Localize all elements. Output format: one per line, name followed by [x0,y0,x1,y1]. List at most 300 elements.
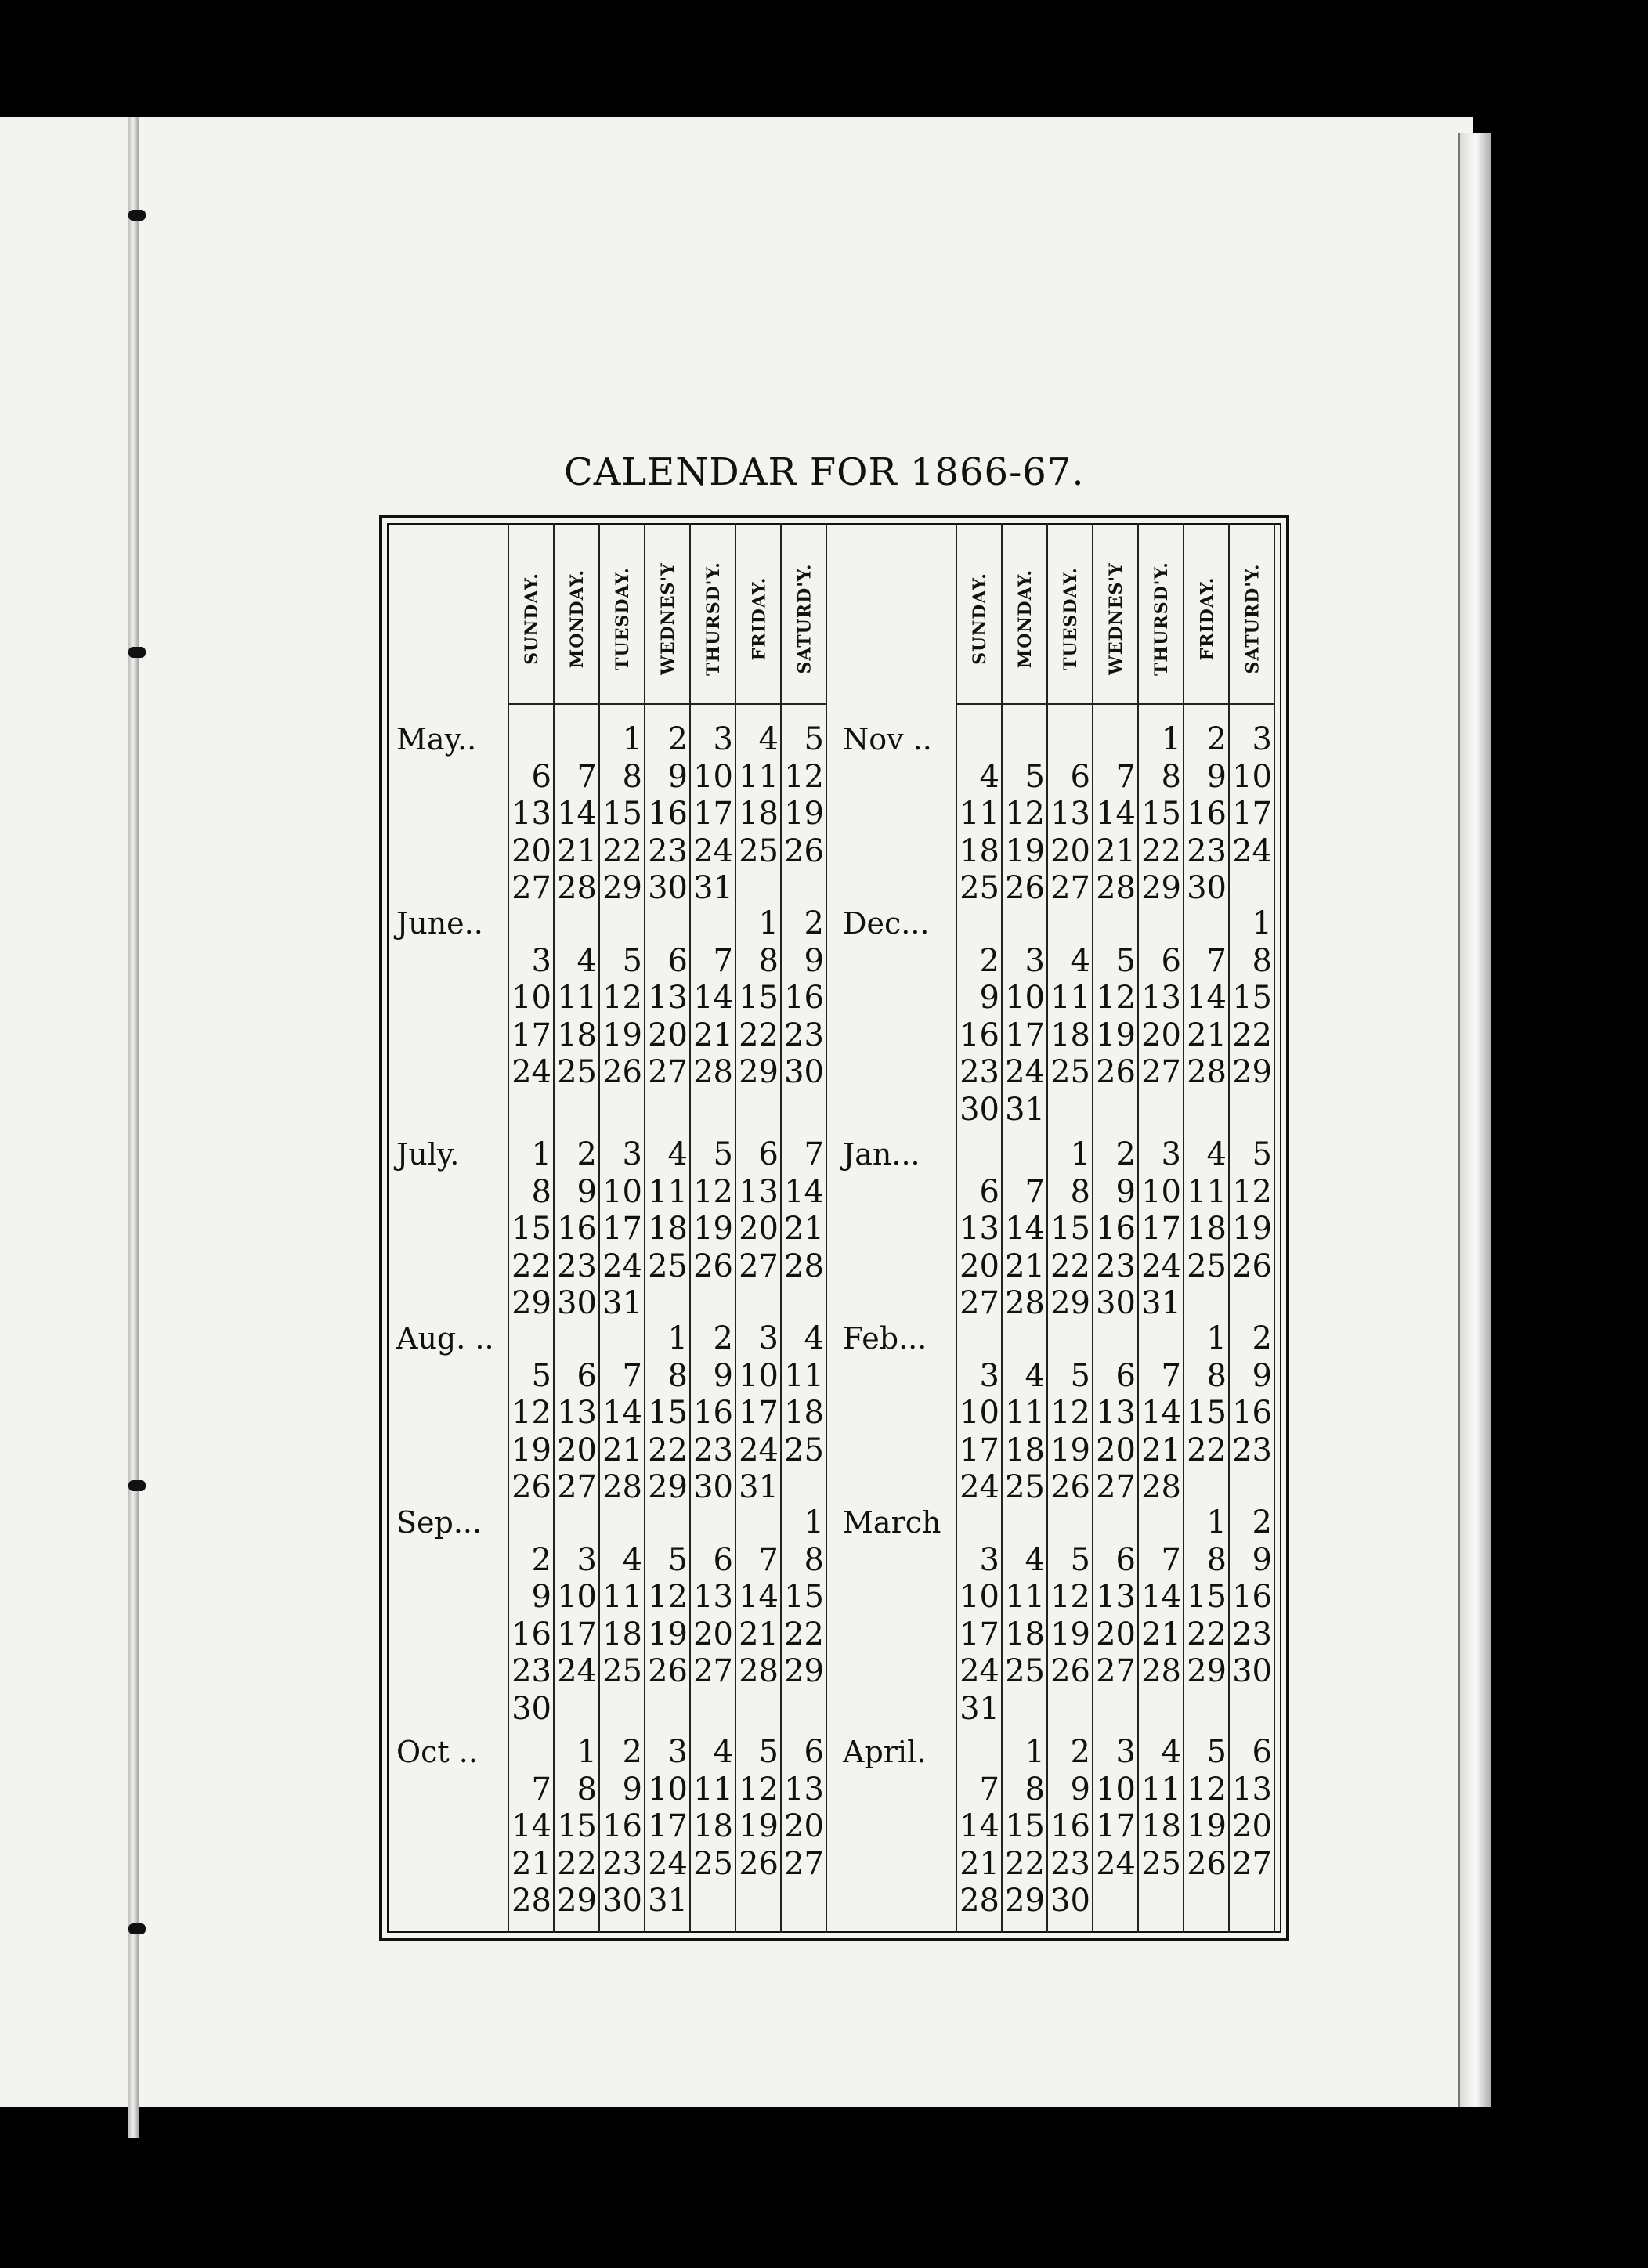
date-cell: 11 [1187,1173,1227,1210]
date-cell: 22 [602,832,642,869]
day-header: THURSD'Y. [1151,562,1173,676]
date-cell: 26 [784,832,824,869]
date-cell: 4 [758,721,779,757]
date-cell: 26 [1096,1054,1136,1090]
page-binding [128,117,139,2138]
date-cell: 16 [1232,1579,1272,1615]
date-cell: 5 [713,1136,733,1172]
date-cell: 28 [784,1248,824,1284]
date-cell: 6 [1252,1734,1272,1770]
date-cell: 15 [1141,796,1181,832]
date-cell: 26 [1050,1469,1090,1505]
date-cell: 22 [1187,1616,1227,1652]
date-cell: 12 [784,758,824,795]
date-cell: 1 [804,1504,824,1540]
date-cell: 19 [1096,1017,1136,1053]
date-cell: 7 [1206,942,1227,979]
date-cell: 23 [648,832,688,869]
date-cell: 25 [1141,1845,1181,1882]
date-cell: 27 [511,870,551,906]
date-cell: 30 [784,1054,824,1090]
date-cell: 2 [979,942,999,979]
date-cell: 29 [511,1285,551,1321]
date-cell: 18 [557,1017,597,1053]
date-cell: 21 [1141,1616,1181,1652]
date-cell: 7 [531,1771,551,1808]
date-cell: 2 [1206,721,1227,757]
date-cell: 25 [784,1432,824,1468]
date-cell: 29 [784,1653,824,1689]
date-cell: 6 [1115,1357,1136,1394]
date-cell: 28 [557,870,597,906]
date-cell: 19 [1232,1211,1272,1247]
date-cell: 18 [1005,1616,1045,1652]
date-cell: 29 [557,1883,597,1919]
month-label: March [843,1505,941,1540]
date-cell: 3 [1252,721,1272,757]
month-label: Jan... [843,1137,920,1172]
date-cell: 18 [1187,1211,1227,1247]
date-cell: 11 [960,796,999,832]
date-cell: 1 [667,1320,688,1356]
date-cell: 9 [1070,1771,1090,1808]
date-cell: 24 [602,1248,642,1284]
date-cell: 15 [784,1579,824,1615]
date-cell: 26 [511,1469,551,1505]
date-cell: 20 [1232,1808,1272,1844]
date-cell: 4 [1206,1136,1227,1172]
date-cell: 1 [1206,1320,1227,1356]
date-cell: 4 [622,1541,642,1578]
date-cell: 31 [739,1469,779,1505]
date-cell: 22 [511,1248,551,1284]
date-cell: 29 [1232,1054,1272,1090]
date-cell: 8 [1206,1357,1227,1394]
date-cell: 1 [1206,1504,1227,1540]
date-cell: 20 [511,832,551,869]
date-cell: 3 [979,1541,999,1578]
date-cell: 24 [960,1469,999,1505]
date-cell: 15 [1005,1808,1045,1844]
date-cell: 15 [1187,1579,1227,1615]
date-cell: 20 [1050,832,1090,869]
date-cell: 22 [784,1616,824,1652]
date-cell: 12 [693,1173,733,1210]
date-cell: 30 [511,1690,551,1727]
date-cell: 11 [557,980,597,1016]
date-cell: 26 [1050,1653,1090,1689]
date-cell: 24 [1005,1054,1045,1090]
date-cell: 13 [693,1579,733,1615]
date-cell: 26 [693,1248,733,1284]
date-cell: 15 [648,1395,688,1431]
date-cell: 13 [557,1395,597,1431]
date-cell: 3 [622,1136,642,1172]
date-cell: 6 [804,1734,824,1770]
date-cell: 22 [1187,1432,1227,1468]
date-cell: 22 [1141,832,1181,869]
date-cell: 19 [739,1808,779,1844]
date-cell: 20 [1096,1432,1136,1468]
date-cell: 25 [557,1054,597,1090]
date-cell: 4 [1025,1357,1045,1394]
date-cell: 10 [557,1579,597,1615]
date-cell: 13 [511,796,551,832]
date-cell: 24 [648,1845,688,1882]
date-cell: 7 [1025,1173,1045,1210]
date-cell: 25 [1005,1653,1045,1689]
date-cell: 12 [511,1395,551,1431]
date-cell: 16 [1050,1808,1090,1844]
day-header: SATURD'Y. [1242,563,1263,674]
date-cell: 21 [1005,1248,1045,1284]
date-cell: 18 [1050,1017,1090,1053]
date-cell: 14 [602,1395,642,1431]
date-cell: 31 [1141,1285,1181,1321]
date-cell: 6 [576,1357,597,1394]
date-cell: 6 [1070,758,1090,795]
date-cell: 26 [1187,1845,1227,1882]
date-cell: 19 [648,1616,688,1652]
date-cell: 18 [960,832,999,869]
date-cell: 14 [557,796,597,832]
date-cell: 3 [1161,1136,1181,1172]
date-cell: 30 [960,1091,999,1128]
month-label: May.. [396,722,477,757]
date-cell: 20 [960,1248,999,1284]
binding-stitch [128,1923,146,1934]
date-cell: 17 [739,1395,779,1431]
date-cell: 27 [960,1285,999,1321]
date-cell: 23 [960,1054,999,1090]
date-cell: 31 [602,1285,642,1321]
date-cell: 3 [667,1734,688,1770]
date-cell: 24 [511,1054,551,1090]
date-cell: 3 [713,721,733,757]
date-cell: 5 [1025,758,1045,795]
date-cell: 22 [739,1017,779,1053]
date-cell: 10 [511,980,551,1016]
date-cell: 27 [557,1469,597,1505]
date-cell: 13 [1096,1395,1136,1431]
date-cell: 5 [667,1541,688,1578]
date-cell: 16 [648,796,688,832]
date-cell: 15 [511,1211,551,1247]
date-cell: 6 [979,1173,999,1210]
date-cell: 23 [693,1432,733,1468]
date-cell: 12 [1050,1579,1090,1615]
date-cell: 1 [1025,1734,1045,1770]
date-cell: 15 [1050,1211,1090,1247]
date-cell: 17 [960,1616,999,1652]
date-cell: 13 [1050,796,1090,832]
date-cell: 9 [576,1173,597,1210]
date-cell: 25 [1187,1248,1227,1284]
date-cell: 27 [1141,1054,1181,1090]
date-cell: 14 [1141,1579,1181,1615]
date-cell: 21 [602,1432,642,1468]
date-cell: 28 [1141,1469,1181,1505]
page-edge [1458,133,1491,2107]
date-cell: 23 [557,1248,597,1284]
date-cell: 21 [557,832,597,869]
date-cell: 16 [1187,796,1227,832]
date-cell: 8 [576,1771,597,1808]
date-cell: 20 [1096,1616,1136,1652]
date-cell: 25 [602,1653,642,1689]
date-cell: 27 [739,1248,779,1284]
date-cell: 16 [602,1808,642,1844]
date-cell: 11 [784,1357,824,1394]
date-cell: 24 [1141,1248,1181,1284]
date-cell: 10 [1232,758,1272,795]
date-cell: 15 [1232,980,1272,1016]
date-cell: 28 [602,1469,642,1505]
date-cell: 10 [1096,1771,1136,1808]
date-cell: 7 [1161,1541,1181,1578]
date-cell: 18 [602,1616,642,1652]
date-cell: 8 [1070,1173,1090,1210]
date-cell: 9 [667,758,688,795]
date-cell: 12 [1187,1771,1227,1808]
day-header: SUNDAY. [970,572,991,665]
date-cell: 28 [1187,1054,1227,1090]
date-cell: 20 [557,1432,597,1468]
date-cell: 5 [1252,1136,1272,1172]
date-cell: 17 [1232,796,1272,832]
date-cell: 4 [1161,1734,1181,1770]
day-header: SATURD'Y. [794,563,815,674]
date-cell: 17 [960,1432,999,1468]
date-cell: 8 [622,758,642,795]
date-cell: 17 [511,1017,551,1053]
date-cell: 25 [1050,1054,1090,1090]
date-cell: 1 [758,905,779,941]
date-cell: 2 [667,721,688,757]
date-cell: 23 [1096,1248,1136,1284]
date-cell: 11 [693,1771,733,1808]
date-cell: 22 [648,1432,688,1468]
binding-stitch [128,210,146,221]
date-cell: 3 [758,1320,779,1356]
date-cell: 29 [602,870,642,906]
date-cell: 31 [960,1690,999,1727]
month-label: Sep... [396,1505,482,1540]
date-cell: 11 [1005,1579,1045,1615]
date-cell: 19 [1050,1432,1090,1468]
date-cell: 30 [1187,870,1227,906]
date-cell: 27 [1096,1653,1136,1689]
date-cell: 24 [960,1653,999,1689]
date-cell: 14 [511,1808,551,1844]
date-cell: 8 [531,1173,551,1210]
date-cell: 9 [713,1357,733,1394]
date-cell: 7 [758,1541,779,1578]
date-cell: 28 [960,1883,999,1919]
date-cell: 8 [804,1541,824,1578]
date-cell: 10 [602,1173,642,1210]
date-cell: 14 [739,1579,779,1615]
day-header: FRIDAY. [749,576,769,661]
date-cell: 8 [667,1357,688,1394]
date-cell: 28 [693,1054,733,1090]
date-cell: 17 [1096,1808,1136,1844]
date-cell: 26 [648,1653,688,1689]
date-cell: 2 [622,1734,642,1770]
date-cell: 11 [1005,1395,1045,1431]
date-cell: 30 [648,870,688,906]
date-cell: 9 [1252,1357,1272,1394]
date-cell: 16 [557,1211,597,1247]
date-cell: 23 [1050,1845,1090,1882]
page-title: CALENDAR FOR 1866-67. [564,450,1085,494]
date-cell: 30 [557,1285,597,1321]
date-cell: 11 [739,758,779,795]
date-cell: 20 [693,1616,733,1652]
column-rule [826,523,827,1933]
date-cell: 16 [693,1395,733,1431]
date-cell: 13 [648,980,688,1016]
date-cell: 25 [693,1845,733,1882]
date-cell: 12 [1096,980,1136,1016]
date-cell: 3 [531,942,551,979]
date-cell: 29 [1141,870,1181,906]
date-cell: 5 [1070,1541,1090,1578]
binding-stitch [128,647,146,658]
date-cell: 31 [693,870,733,906]
date-cell: 19 [1050,1616,1090,1652]
date-cell: 1 [1161,721,1181,757]
date-cell: 6 [1161,942,1181,979]
binding-stitch [128,1480,146,1491]
date-cell: 17 [602,1211,642,1247]
date-cell: 12 [1050,1395,1090,1431]
date-cell: 16 [1232,1395,1272,1431]
date-cell: 4 [1025,1541,1045,1578]
date-cell: 9 [1115,1173,1136,1210]
date-cell: 6 [531,758,551,795]
date-cell: 20 [784,1808,824,1844]
date-cell: 12 [602,980,642,1016]
date-cell: 4 [804,1320,824,1356]
date-cell: 19 [602,1017,642,1053]
date-cell: 3 [1025,942,1045,979]
date-cell: 28 [1005,1285,1045,1321]
date-cell: 27 [784,1845,824,1882]
date-cell: 23 [1187,832,1227,869]
date-cell: 19 [511,1432,551,1468]
date-cell: 6 [713,1541,733,1578]
date-cell: 5 [622,942,642,979]
date-cell: 16 [960,1017,999,1053]
day-header: THURSD'Y. [703,562,725,676]
date-cell: 3 [1115,1734,1136,1770]
date-cell: 2 [531,1541,551,1578]
date-cell: 3 [576,1541,597,1578]
date-cell: 10 [1005,980,1045,1016]
date-cell: 15 [557,1808,597,1844]
date-cell: 7 [713,942,733,979]
date-cell: 12 [739,1771,779,1808]
day-header: TUESDAY. [1061,567,1082,670]
date-cell: 29 [1187,1653,1227,1689]
date-cell: 10 [960,1579,999,1615]
date-cell: 14 [960,1808,999,1844]
day-header: MONDAY. [1015,569,1035,669]
date-cell: 9 [1206,758,1227,795]
date-cell: 8 [1025,1771,1045,1808]
date-cell: 5 [1070,1357,1090,1394]
date-cell: 21 [739,1616,779,1652]
date-cell: 3 [979,1357,999,1394]
date-cell: 5 [804,721,824,757]
month-label: June.. [396,906,483,941]
date-cell: 18 [784,1395,824,1431]
date-cell: 24 [739,1432,779,1468]
date-cell: 27 [1050,870,1090,906]
date-cell: 6 [1115,1541,1136,1578]
date-cell: 20 [739,1211,779,1247]
date-cell: 28 [1096,870,1136,906]
date-cell: 17 [557,1616,597,1652]
date-cell: 11 [648,1173,688,1210]
date-cell: 9 [804,942,824,979]
date-cell: 24 [1232,832,1272,869]
month-label: Aug. .. [396,1321,494,1356]
date-cell: 6 [758,1136,779,1172]
date-cell: 21 [1141,1432,1181,1468]
date-cell: 12 [1005,796,1045,832]
date-cell: 12 [648,1579,688,1615]
date-cell: 14 [784,1173,824,1210]
date-cell: 5 [1206,1734,1227,1770]
date-cell: 18 [648,1211,688,1247]
date-cell: 6 [667,942,688,979]
date-cell: 19 [693,1211,733,1247]
date-cell: 2 [1252,1504,1272,1540]
date-cell: 9 [979,980,999,1016]
date-cell: 10 [1141,1173,1181,1210]
date-cell: 5 [1115,942,1136,979]
date-cell: 15 [739,980,779,1016]
date-cell: 9 [531,1579,551,1615]
date-cell: 9 [1252,1541,1272,1578]
date-cell: 17 [648,1808,688,1844]
date-cell: 16 [784,980,824,1016]
date-cell: 21 [784,1211,824,1247]
date-cell: 25 [648,1248,688,1284]
date-cell: 28 [511,1883,551,1919]
date-cell: 28 [1141,1653,1181,1689]
date-cell: 11 [1050,980,1090,1016]
date-cell: 2 [576,1136,597,1172]
date-cell: 19 [784,796,824,832]
date-cell: 10 [693,758,733,795]
date-cell: 13 [960,1211,999,1247]
day-header: MONDAY. [567,569,587,669]
date-cell: 22 [1232,1017,1272,1053]
date-cell: 14 [1005,1211,1045,1247]
date-cell: 13 [1232,1771,1272,1808]
date-cell: 20 [648,1017,688,1053]
date-cell: 29 [739,1054,779,1090]
column-rule [1274,523,1275,1933]
date-cell: 4 [667,1136,688,1172]
date-cell: 11 [602,1579,642,1615]
date-cell: 29 [1005,1883,1045,1919]
date-cell: 27 [1096,1469,1136,1505]
date-cell: 14 [1141,1395,1181,1431]
